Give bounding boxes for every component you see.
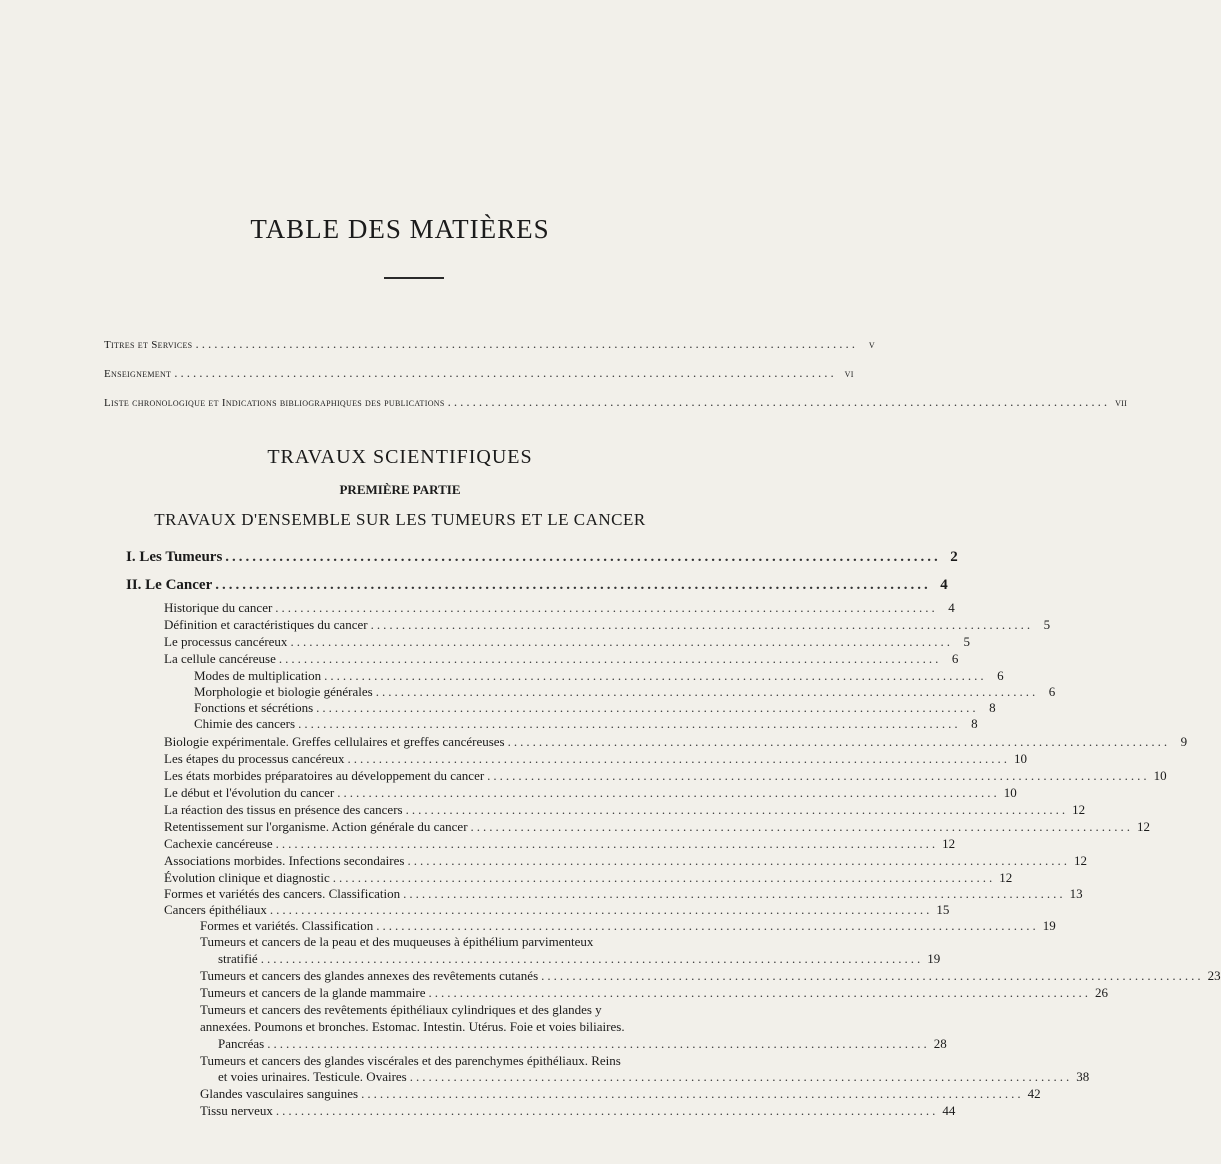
toc-entry-label: Historique du cancer — [164, 600, 273, 615]
toc-entry-label: et voies urinaires. Testicule. Ovaires — [218, 1069, 407, 1084]
toc-entry-page: 10 — [1153, 768, 1167, 783]
toc-entry-label: Modes de multiplication — [194, 668, 322, 683]
toc-entry-page: v — [868, 339, 875, 351]
dot-leader: .......................................................................................................... — [370, 617, 1034, 632]
toc-entry-page: 26 — [1095, 985, 1108, 1000]
toc-entry — [200, 985, 1108, 1001]
title-rule — [384, 277, 444, 279]
dot-leader: .......................................................................................................... — [174, 365, 837, 380]
dot-leader: .......................................................................................................... — [428, 985, 1091, 1000]
toc-entry-label: Tissu nerveux — [200, 1103, 273, 1118]
toc-entry-page: 12 — [1072, 802, 1086, 817]
toc-entry-label: La cellule cancéreuse — [164, 651, 276, 666]
toc-entry-page: 42 — [1027, 1086, 1041, 1101]
toc-entry-label: Associations morbides. Infections secondaires — [164, 853, 405, 868]
toc-entry — [164, 785, 1017, 801]
toc-entry-page: 5 — [1043, 617, 1051, 632]
dot-leader: .......................................................................................................... — [275, 836, 939, 851]
toc-entry — [126, 549, 958, 565]
toc-entry-page: 12 — [999, 870, 1013, 885]
toc-entry-page: 15 — [936, 902, 950, 917]
toc-entry-label: La réaction des tissus en présence des cancers — [164, 802, 403, 817]
toc-entry-page: 23 — [1207, 968, 1221, 983]
toc-entry-page: 10 — [1013, 751, 1027, 766]
toc-entry-page: 44 — [942, 1103, 956, 1118]
toc-entry-label: Biologie expérimentale. Greffes cellulaires et greffes cancéreuses — [164, 734, 505, 749]
toc-entry — [164, 853, 1087, 869]
toc-entry-label: Chimie des cancers — [194, 716, 296, 731]
toc-entry-label: Pancréas — [218, 1036, 265, 1051]
toc-entry-label: Tumeurs et cancers de la glande mammaire — [200, 985, 426, 1000]
dot-leader: .......................................................................................................... — [332, 870, 996, 885]
toc-entry-page: 6 — [997, 668, 1004, 683]
dot-leader: .......................................................................................................... — [470, 819, 1134, 834]
dot-leader: .......................................................................................................... — [316, 700, 979, 715]
dot-leader: .......................................................................................................... — [405, 802, 1069, 817]
toc-entry — [218, 951, 941, 967]
toc-entry-label: Cachexie cancéreuse — [164, 836, 273, 851]
toc-entry — [126, 577, 948, 593]
toc-entry-label: Fonctions et sécrétions — [194, 700, 314, 715]
toc-entry-page: 12 — [1073, 853, 1087, 868]
toc-entry-page: 2 — [950, 549, 958, 565]
toc-entry — [164, 819, 1151, 835]
toc-entry — [164, 902, 950, 918]
toc-entry — [164, 802, 1086, 818]
toc-entry — [104, 394, 1128, 411]
toc-entry — [164, 600, 955, 616]
dot-leader: .......................................................................................................... — [375, 684, 1039, 699]
dot-leader: .......................................................................................................... — [376, 918, 1039, 933]
toc-entry — [194, 716, 978, 732]
dot-leader: .......................................................................................................... — [260, 951, 924, 966]
toc-entry — [194, 684, 1056, 700]
toc-entry-label: Évolution clinique et diagnostic — [164, 870, 330, 885]
toc-entry-label: Liste chronologique et Indications bibliographiques des publications — [104, 397, 445, 409]
dot-leader: .......................................................................................................... — [298, 716, 961, 731]
toc-entry-label: I. Les Tumeurs — [126, 549, 223, 565]
toc-entry-label: Morphologie et biologie générales — [194, 684, 373, 699]
dot-leader: .......................................................................................................... — [269, 902, 933, 917]
toc-entry — [164, 870, 1013, 886]
dot-leader: .......................................................................................................... — [541, 968, 1204, 983]
toc-entry-page: 12 — [1137, 819, 1151, 834]
dot-leader: .......................................................................................................... — [278, 651, 942, 666]
section-title: TRAVAUX SCIENTIFIQUES — [267, 446, 533, 468]
toc-entry-label: Tumeurs et cancers des revêtements épithéliaux cylindriques et des glandes y — [200, 1002, 602, 1017]
dot-leader: .......................................................................................................... — [195, 336, 858, 351]
toc-entry — [164, 634, 970, 650]
toc-entry-label: Les états morbides préparatoires au développement du cancer — [164, 768, 485, 783]
toc-entry-label: Tumeurs et cancers des glandes annexes des revêtements cutanés — [200, 968, 539, 983]
toc-entry-label: annexées. Poumons et bronches. Estomac. Intestin. Utérus. Foie et voies biliaires. — [200, 1019, 625, 1034]
dot-leader: .......................................................................................................... — [215, 577, 931, 593]
toc-entry — [194, 668, 1004, 684]
toc-entry-label: Formes et variétés. Classification — [200, 918, 374, 933]
toc-entry-page: 19 — [1042, 918, 1056, 933]
part-subtitle: TRAVAUX D'ENSEMBLE SUR LES TUMEURS ET LE CANCER — [154, 510, 646, 529]
toc-entry-page: 8 — [989, 700, 996, 715]
dot-leader: .......................................................................................................... — [337, 785, 1000, 800]
dot-leader: .......................................................................................................... — [507, 734, 1171, 749]
toc-entry-label: Le début et l'évolution du cancer — [164, 785, 335, 800]
toc-entry-page: vi — [844, 368, 854, 380]
dot-leader: .......................................................................................................... — [324, 668, 987, 683]
toc-entry-page: 9 — [1180, 734, 1188, 749]
toc-entry-page: vii — [1115, 397, 1128, 409]
toc-entry-page: 19 — [927, 951, 941, 966]
toc-entry-label: Retentissement sur l'organisme. Action générale du cancer — [164, 819, 468, 834]
toc-entry — [104, 336, 875, 353]
toc-entry-label: Définition et caractéristiques du cancer — [164, 617, 368, 632]
toc-entry — [218, 1069, 1090, 1085]
toc-entry-label: Glandes vasculaires sanguines — [200, 1086, 359, 1101]
dot-leader: .......................................................................................................... — [225, 549, 941, 565]
toc-entry — [164, 886, 1083, 902]
toc-entry-page: 12 — [942, 836, 956, 851]
toc-entry — [104, 365, 854, 382]
toc-entry-label: Tumeurs et cancers de la peau et des muqueuses à épithélium parvimenteux — [200, 934, 594, 949]
toc-entry — [164, 734, 1188, 750]
dot-leader: .......................................................................................................... — [361, 1086, 1024, 1101]
toc-entry-page: 13 — [1069, 886, 1083, 901]
dot-leader: .......................................................................................................... — [347, 751, 1010, 766]
dot-leader: .......................................................................................................... — [447, 394, 1111, 409]
toc-entry-label: Tumeurs et cancers des glandes viscérales et des parenchymes épithéliaux. Reins — [200, 1053, 621, 1068]
toc-entry-page: 5 — [963, 634, 970, 649]
dot-leader: .......................................................................................................... — [290, 634, 953, 649]
dot-leader: .......................................................................................................... — [487, 768, 1150, 783]
toc-entry-page: 8 — [971, 716, 978, 731]
toc-entry-label: II. Le Cancer — [126, 577, 213, 593]
part-title: PREMIÈRE PARTIE — [339, 482, 461, 497]
dot-leader: .......................................................................................................... — [275, 1103, 939, 1118]
toc-entry-label: Titres et Services — [104, 339, 193, 351]
toc-entry-page: 6 — [951, 651, 959, 666]
toc-entry — [164, 768, 1167, 784]
toc-entry — [200, 1103, 956, 1119]
toc-entry-label: Formes et variétés des cancers. Classification — [164, 886, 401, 901]
toc-entry-label: stratifié — [218, 951, 258, 966]
toc-entry — [200, 968, 1221, 984]
toc-entry — [194, 700, 996, 716]
toc-entry-page: 10 — [1003, 785, 1017, 800]
dot-leader: .......................................................................................................... — [267, 1036, 930, 1051]
dot-leader: .......................................................................................................... — [407, 853, 1070, 868]
toc-entry-label: Les étapes du processus cancéreux — [164, 751, 345, 766]
toc-entry — [164, 617, 1051, 633]
dot-leader: .......................................................................................................... — [275, 600, 938, 615]
dot-leader: .......................................................................................................... — [403, 886, 1066, 901]
toc-entry-page: 28 — [933, 1036, 947, 1051]
page-title: TABLE DES MATIÈRES — [250, 214, 550, 244]
toc-entry-label: Le processus cancéreux — [164, 634, 288, 649]
toc-entry — [164, 751, 1027, 767]
toc-entry — [164, 651, 959, 667]
toc-entry-label: Cancers épithéliaux — [164, 902, 267, 917]
toc-entry — [200, 1086, 1041, 1102]
toc-entry — [200, 918, 1056, 934]
toc-entry-page: 4 — [940, 577, 948, 593]
toc-entry-label: Enseignement — [104, 368, 172, 380]
toc-entry-page: 6 — [1048, 684, 1056, 699]
toc-entry-page: 4 — [948, 600, 955, 615]
toc-entry — [218, 1036, 947, 1052]
toc-entry-page: 38 — [1076, 1069, 1090, 1084]
toc-entry — [164, 836, 956, 852]
dot-leader: .......................................................................................................... — [409, 1069, 1073, 1084]
